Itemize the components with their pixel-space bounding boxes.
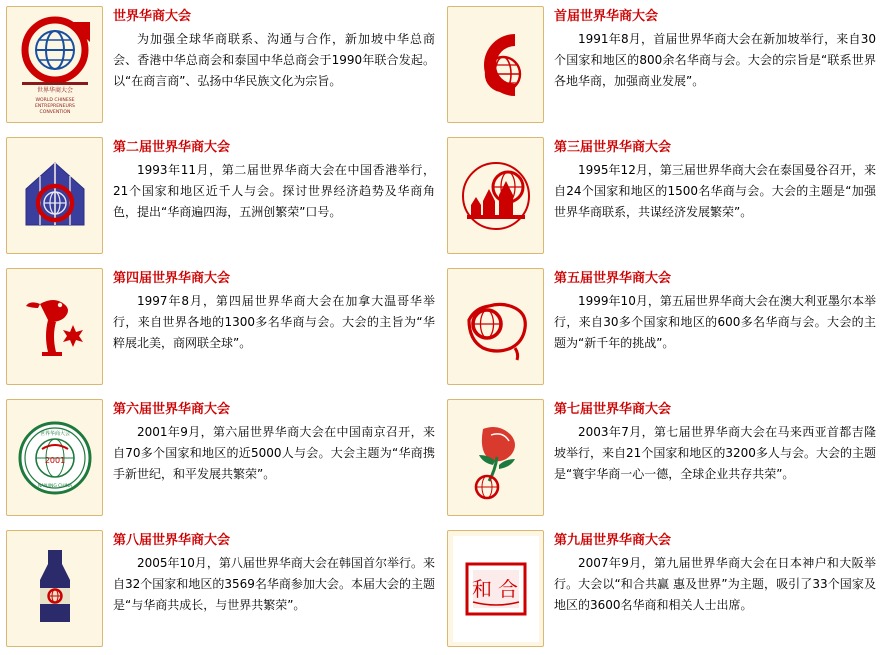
card-text [544,399,876,485]
card-text [544,6,876,92]
card-title: 第四届世界华商大会 [113,271,231,286]
wcec-globe-emblem-icon [8,8,101,121]
card-body: 2001年9月，第六届世界华商大会在中国南京召开，来自70多个国家和地区的近5000人与会。大会主题为“华商携手新世纪，和平发展共繁荣”。 [113,425,435,481]
card-title: 第六届世界华商大会 [113,402,231,417]
eighth-convention-seoul-icon [8,532,101,645]
card-text [103,530,435,616]
card-title: 第七届世界华商大会 [554,402,672,417]
second-convention-hongkong-icon [8,139,101,252]
card-body: 为加强全球华商联系、沟通与合作，新加坡中华总商会、香港中华总商会和泰国中华总商会于1990年联合发起。以“在商言商”、弘扬中华民族文化为宗旨。 [113,32,435,88]
fourth-convention-vancouver-icon [8,270,101,383]
card-title: 第五届世界华商大会 [554,271,672,286]
card-text [544,137,876,223]
sixth-convention-nanjing-icon [8,401,101,514]
svg-text:世界华商大会: 世界华商大会 [36,86,73,94]
svg-text:CONVENTION: CONVENTION [39,109,70,115]
card-title: 世界华商大会 [113,9,192,24]
third-convention-bangkok-icon [449,139,542,252]
card-body: 1993年11月，第二届世界华商大会在中国香港举行，21个国家和地区近千人与会。探讨世界经济趋势及华商角色，提出“华商遍四海，五洲创繁荣”口号。 [113,163,435,219]
card-text [103,399,435,485]
logo-frame [6,268,103,385]
convention-card [441,0,882,131]
svg-text:2001: 2001 [44,455,65,465]
card-body: 1999年10月，第五届世界华商大会在澳大利亚墨尔本举行，来自30多个国家和地区的600多名华商与会。大会的主题为“新千年的挑战”。 [554,294,876,350]
card-title: 首届世界华商大会 [554,9,659,24]
logo-frame [447,399,544,516]
card-body: 2007年9月，第九届世界华商大会在日本神户和大阪举行。大会以“和合共赢 惠及世界”为主题，吸引了33个国家及地区的3600名华商和相关人士出席。 [554,556,876,612]
svg-text:和: 和 [471,576,492,601]
first-convention-red-c-icon [449,8,542,121]
card-body: 2003年7月，第七届世界华商大会在马来西亚首都吉隆坡举行，来自21个国家和地区的3200多人与会。大会的主题是“寰宇华商一心一德，全球企业共存共荣”。 [554,425,876,481]
card-text [544,530,876,616]
convention-card [441,262,882,393]
card-title: 第八届世界华商大会 [113,533,231,548]
svg-text:世界华商大会: 世界华商大会 [39,430,70,437]
card-body: 1995年12月，第三届世界华商大会在泰国曼谷召开，来自24个国家和地区的1500名华商与会。大会的主题是“加强世界华商联系，共谋经济发展繁荣”。 [554,163,876,219]
card-title: 第二届世界华商大会 [113,140,231,155]
ninth-convention-kobe-osaka-icon [449,532,542,645]
card-title: 第九届世界华商大会 [554,533,672,548]
card-text [544,268,876,354]
convention-card [0,262,441,393]
card-body: 1991年8月，首届世界华商大会在新加坡举行，来自30个国家和地区的800余名华商与会。大会的宗旨是“联系世界各地华商，加强商业发展”。 [554,32,876,88]
convention-card [0,393,441,524]
svg-text:NANJING CHINA: NANJING CHINA [37,483,72,489]
convention-card [0,131,441,262]
logo-frame [447,268,544,385]
logo-frame [6,399,103,516]
card-title: 第三届世界华商大会 [554,140,672,155]
convention-card [441,393,882,524]
card-text [103,268,435,354]
convention-card [0,524,441,655]
fifth-convention-melbourne-icon [449,270,542,383]
seventh-convention-kualalumpur-icon [449,401,542,514]
svg-text:ENTREPRENEURS: ENTREPRENEURS [34,103,75,109]
convention-card [441,524,882,655]
svg-text:WORLD CHINESE: WORLD CHINESE [34,97,75,103]
svg-text:合: 合 [497,576,518,601]
logo-frame [447,137,544,254]
convention-card [0,0,441,131]
card-body: 1997年8月，第四届世界华商大会在加拿大温哥华举行，来自世界各地的1300多名华商与会。大会的主旨为“华粹展北美，商网联全球”。 [113,294,435,350]
card-text [103,6,435,92]
logo-frame [6,530,103,647]
card-text [103,137,435,223]
logo-frame [447,530,544,647]
logo-frame [6,137,103,254]
convention-card [441,131,882,262]
logo-frame [447,6,544,123]
logo-frame [6,6,103,123]
card-body: 2005年10月，第八届世界华商大会在韩国首尔举行。来自32个国家和地区的3569名华商参加大会。本届大会的主题是“与华商共成长，与世界共繁荣”。 [113,556,435,612]
